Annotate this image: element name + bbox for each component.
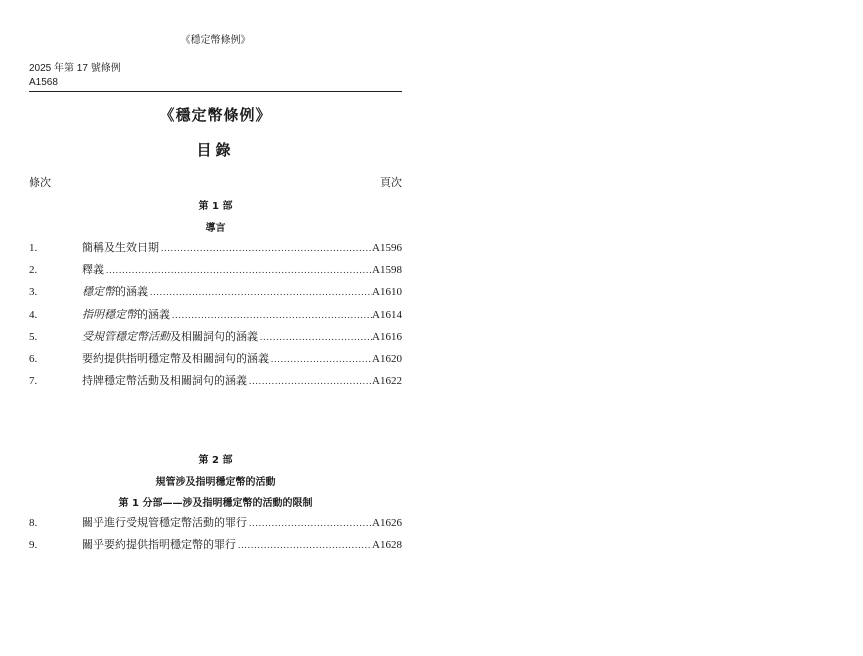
section-title: 持牌穩定幣活動及相關詞句的涵義 — [82, 375, 247, 387]
section-page-ref: A1598 — [372, 264, 402, 276]
section-title: 的涵義 — [137, 309, 170, 321]
section-page-ref: A1596 — [372, 242, 402, 254]
part-2-title: 規管涉及指明穩定幣的活動 — [155, 477, 276, 488]
section-number: 1. — [29, 242, 38, 254]
dot-leader — [159, 240, 372, 256]
section-title: 釋義 — [82, 264, 104, 276]
dot-leader — [148, 284, 372, 300]
toc-entry[interactable] — [29, 262, 402, 278]
dot-leader — [258, 329, 372, 345]
section-number: 8. — [29, 517, 38, 529]
toc-heading: 目錄 — [196, 141, 235, 159]
section-number: 7. — [29, 375, 38, 387]
header-divider — [29, 91, 402, 92]
document-title: 《穩定幣條例》 — [159, 106, 272, 124]
section-title-emphasis: 穩定幣 — [82, 286, 115, 298]
section-number: 6. — [29, 353, 38, 365]
section-page-ref: A1626 — [372, 517, 402, 529]
toc-entry[interactable] — [29, 537, 402, 553]
section-title: 關乎要約提供指明穩定幣的罪行 — [82, 539, 236, 551]
section-title: 關乎進行受規管穩定幣活動的罪行 — [82, 517, 247, 529]
division-1-title: 第 1 分部——涉及指明穩定幣的活動的限制 — [118, 498, 313, 509]
dot-leader — [236, 537, 372, 553]
section-page-ref: A1610 — [372, 286, 402, 298]
dot-leader — [170, 307, 372, 323]
section-number: 5. — [29, 331, 38, 343]
ordinance-number: 2025 年第 17 號條例 — [29, 63, 121, 74]
toc-entry[interactable] — [29, 284, 402, 300]
section-column-header: 條次 — [29, 177, 51, 189]
section-number: 2. — [29, 264, 38, 276]
dot-leader — [269, 351, 372, 367]
toc-entry[interactable] — [29, 307, 402, 323]
dot-leader — [104, 262, 372, 278]
section-title: 及相關詞句的涵義 — [170, 331, 258, 343]
toc-entry[interactable] — [29, 351, 402, 367]
page-header — [29, 62, 121, 90]
section-number: 9. — [29, 539, 38, 551]
toc-entry[interactable] — [29, 329, 402, 345]
toc-entry[interactable] — [29, 515, 402, 531]
running-title: 《穩定幣條例》 — [180, 35, 251, 46]
dot-leader — [247, 515, 372, 531]
page-number: A1568 — [29, 77, 58, 88]
toc-entry[interactable] — [29, 373, 402, 389]
part-2-label: 第 2 部 — [198, 455, 233, 466]
section-title: 要約提供指明穩定幣及相關詞句的涵義 — [82, 353, 269, 365]
toc-entry[interactable] — [29, 240, 402, 256]
section-title-emphasis: 受規管穩定幣活動 — [82, 331, 170, 343]
page-column-header: 頁次 — [380, 177, 402, 189]
section-page-ref: A1628 — [372, 539, 402, 551]
section-page-ref: A1622 — [372, 375, 402, 387]
section-number: 3. — [29, 286, 38, 298]
section-page-ref: A1614 — [372, 309, 402, 321]
section-title: 簡稱及生效日期 — [82, 242, 159, 254]
section-title: 的涵義 — [115, 286, 148, 298]
section-page-ref: A1620 — [372, 353, 402, 365]
section-number: 4. — [29, 309, 38, 321]
section-page-ref: A1616 — [372, 331, 402, 343]
part-1-title: 導言 — [205, 223, 226, 234]
part-1-label: 第 1 部 — [198, 201, 233, 212]
section-title-emphasis: 指明穩定幣 — [82, 309, 137, 321]
dot-leader — [247, 373, 372, 389]
